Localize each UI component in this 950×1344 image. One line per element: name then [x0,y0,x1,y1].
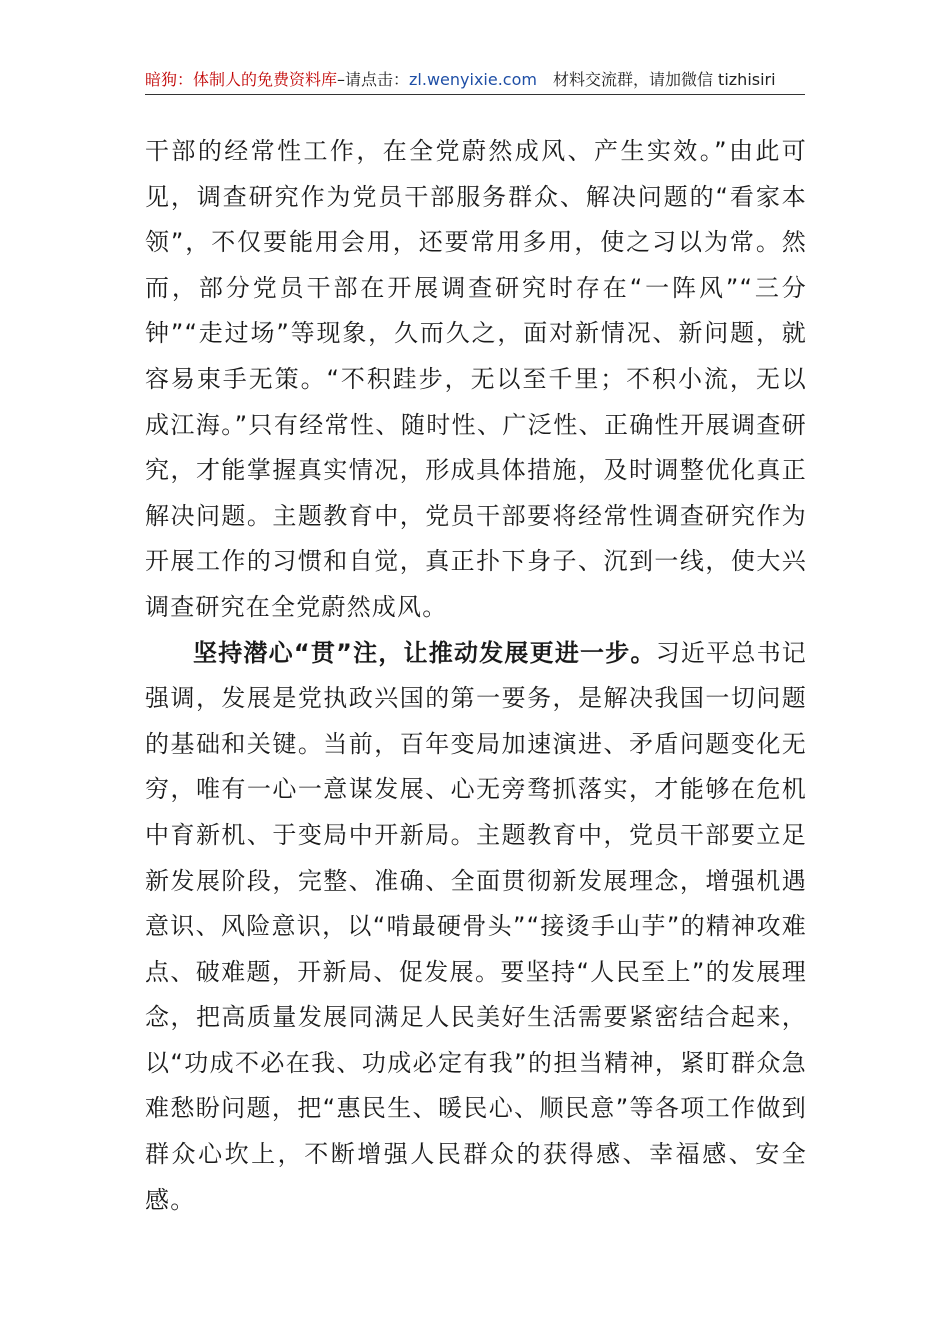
paragraph-development [145,631,807,1224]
page-header [145,66,805,94]
header-group-note: 材料交流群，请加微信 tizhisiri [552,70,776,89]
paragraph-continued [145,129,807,631]
header-source-label: 暗狗：体制人的免费资料库 [145,70,338,89]
paragraph-heading: 坚持潜心“贯”注，让推动发展更进一步。 [193,638,656,667]
header-divider [145,94,805,95]
paragraph-text: 习近平总书记强调，发展是党执政兴国的第一要务，是解决我国一切问题的基础和关键。当前，百年变局加速演进、矛盾问题变化无穷，唯有一心一意谋发展、心无旁骛抓落实，才能够在危机中育新机、于变局中开新局。主题教育中，党员干部要立足新发展阶段，完整、准确、全面贯彻新发展理念，增强机遇意识、风险意识，以“啃最硬骨头”“接烫手山芋”的精神攻难点、破难题，开新局、促发展。要坚持“人民至上”的发展理念，把高质量发展同满足人民美好生活需要紧密结合起来，以“功成不必在我、功成必定有我”的担当精神，紧盯群众急难愁盼问题，把“惠民生、暖民心、顺民意”等各项工作做到群众心坎上，不断增强人民群众的获得感、幸福感、安全感。 [145,638,807,1214]
header-click-prompt: –请点击： [337,70,410,89]
document-body [145,129,807,1223]
header-url-link[interactable]: zl.wenyixie.com [409,70,537,89]
paragraph-text: 干部的经常性工作，在全党蔚然成风、产生实效。”由此可见，调查研究作为党员干部服务群众、解决问题的“看家本领”，不仅要能用会用，还要常用多用，使之习以为常。然而，部分党员干部在开展调查研究时存在“一阵风”“三分钟”“走过场”等现象，久而久之，面对新情况、新问题，就容易束手无策。“不积跬步，无以至千里；不积小流，无以成江海。”只有经常性、随时性、广泛性、正确性开展调查研究，才能掌握真实情况，形成具体措施，及时调整优化真正解决问题。主题教育中，党员干部要将经常性调查研究作为开展工作的习惯和自觉，真正扑下身子、沉到一线，使大兴调查研究在全党蔚然成风。 [145,137,807,621]
